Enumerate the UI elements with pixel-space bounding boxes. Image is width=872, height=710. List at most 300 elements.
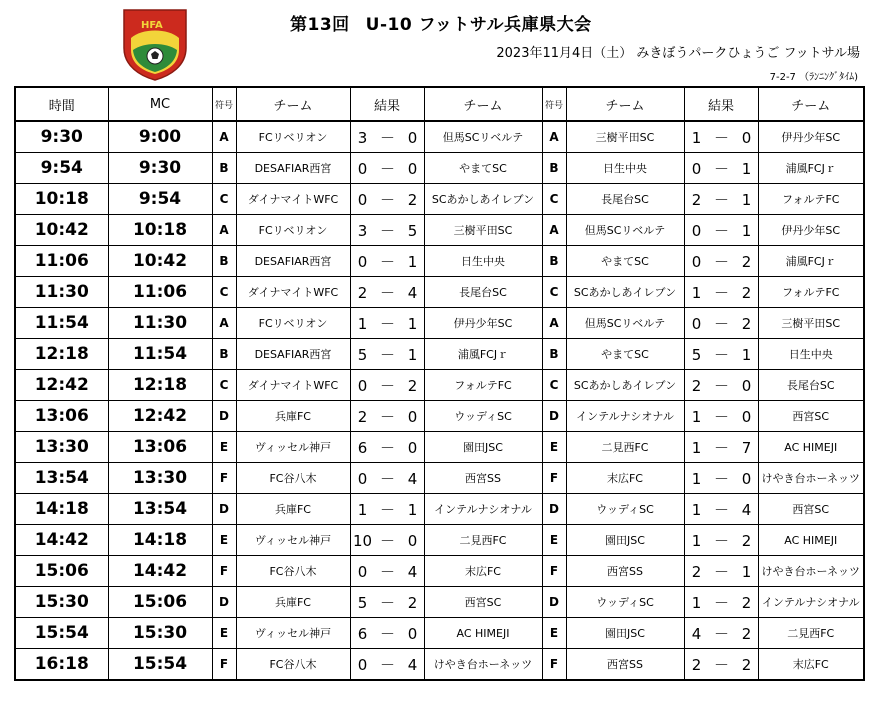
kickoff-time: 9:54 bbox=[15, 153, 108, 184]
score-away: 2 bbox=[741, 655, 752, 674]
svg-text:HFA: HFA bbox=[141, 20, 163, 31]
score-dash: － bbox=[379, 438, 395, 457]
mc-time: 9:00 bbox=[108, 121, 212, 153]
score-away: 1 bbox=[407, 500, 418, 519]
group-symbol: B bbox=[212, 339, 236, 370]
table-row bbox=[15, 618, 864, 649]
match-result bbox=[684, 246, 758, 277]
group-symbol: A bbox=[212, 121, 236, 153]
score-home: 2 bbox=[691, 562, 702, 581]
match-result bbox=[684, 525, 758, 556]
team-name: ヴィッセル神戸 bbox=[236, 432, 350, 463]
team-name: 西宮SC bbox=[424, 587, 542, 618]
group-symbol: A bbox=[542, 215, 566, 246]
table-row bbox=[15, 153, 864, 184]
group-symbol: A bbox=[212, 215, 236, 246]
team-name: AC HIMEJI bbox=[424, 618, 542, 649]
team-name: 三樹平田SC bbox=[566, 121, 684, 153]
team-name: ヴィッセル神戸 bbox=[236, 525, 350, 556]
table-row bbox=[15, 308, 864, 339]
score-dash: － bbox=[713, 562, 729, 581]
team-name: SCあかしあイレブン bbox=[566, 370, 684, 401]
table-row bbox=[15, 649, 864, 681]
score-home: 0 bbox=[357, 376, 368, 395]
mc-time: 11:06 bbox=[108, 277, 212, 308]
group-symbol: B bbox=[212, 153, 236, 184]
kickoff-time: 13:30 bbox=[15, 432, 108, 463]
match-result bbox=[350, 339, 424, 370]
team-name: 三樹平田SC bbox=[424, 215, 542, 246]
score-dash: － bbox=[713, 655, 729, 674]
score-away: 1 bbox=[741, 345, 752, 364]
score-home: 1 bbox=[691, 593, 702, 612]
score-home: 1 bbox=[691, 531, 702, 550]
score-away: 0 bbox=[407, 407, 418, 426]
group-symbol: E bbox=[212, 525, 236, 556]
mc-time: 14:42 bbox=[108, 556, 212, 587]
score-home: 0 bbox=[691, 314, 702, 333]
score-dash: － bbox=[379, 562, 395, 581]
team-name: けやき台ホーネッツ bbox=[758, 556, 864, 587]
kickoff-time: 12:42 bbox=[15, 370, 108, 401]
mc-time: 13:06 bbox=[108, 432, 212, 463]
team-name: 日生中央 bbox=[424, 246, 542, 277]
score-away: 1 bbox=[741, 190, 752, 209]
score-dash: － bbox=[713, 221, 729, 240]
score-dash: － bbox=[713, 407, 729, 426]
score-dash: － bbox=[379, 624, 395, 643]
match-result bbox=[350, 246, 424, 277]
group-symbol: C bbox=[212, 370, 236, 401]
team-name: FC谷八木 bbox=[236, 463, 350, 494]
score-dash: － bbox=[379, 190, 395, 209]
score-away: 0 bbox=[741, 128, 752, 147]
team-name: 長尾台SC bbox=[758, 370, 864, 401]
team-name: ダイナマイトWFC bbox=[236, 184, 350, 215]
team-name: 浦風FCJｒ bbox=[758, 246, 864, 277]
mc-time: 9:30 bbox=[108, 153, 212, 184]
hfa-logo bbox=[122, 8, 188, 82]
match-result bbox=[684, 649, 758, 681]
match-result bbox=[350, 370, 424, 401]
mc-time: 9:54 bbox=[108, 184, 212, 215]
team-name: DESAFIAR西宮 bbox=[236, 246, 350, 277]
mc-time: 14:18 bbox=[108, 525, 212, 556]
header-team: チーム bbox=[566, 87, 684, 121]
score-dash: － bbox=[713, 190, 729, 209]
group-symbol: F bbox=[212, 556, 236, 587]
header-team: チーム bbox=[758, 87, 864, 121]
team-name: FCリベリオン bbox=[236, 215, 350, 246]
score-home: 1 bbox=[691, 407, 702, 426]
score-dash: － bbox=[379, 252, 395, 271]
team-name: 但馬SCリベルテ bbox=[566, 215, 684, 246]
match-result bbox=[684, 432, 758, 463]
match-result bbox=[350, 401, 424, 432]
score-home: 3 bbox=[357, 128, 368, 147]
group-symbol: E bbox=[542, 525, 566, 556]
score-home: 2 bbox=[357, 283, 368, 302]
table-row bbox=[15, 339, 864, 370]
score-home: 0 bbox=[357, 655, 368, 674]
score-dash: － bbox=[713, 438, 729, 457]
team-name: フォルテFC bbox=[758, 277, 864, 308]
team-name: やまてSC bbox=[566, 339, 684, 370]
match-result bbox=[684, 184, 758, 215]
score-away: 1 bbox=[407, 314, 418, 333]
team-name: 西宮SS bbox=[566, 649, 684, 681]
mc-time: 10:18 bbox=[108, 215, 212, 246]
kickoff-time: 14:18 bbox=[15, 494, 108, 525]
team-name: 二見西FC bbox=[566, 432, 684, 463]
score-away: 1 bbox=[741, 562, 752, 581]
table-row bbox=[15, 121, 864, 153]
team-name: ウッディSC bbox=[566, 587, 684, 618]
team-name: SCあかしあイレブン bbox=[424, 184, 542, 215]
score-away: 1 bbox=[407, 252, 418, 271]
title-edition: 第13回 bbox=[290, 15, 350, 35]
team-name: 浦風FCJｒ bbox=[424, 339, 542, 370]
match-result bbox=[684, 587, 758, 618]
score-away: 2 bbox=[407, 593, 418, 612]
match-result bbox=[350, 121, 424, 153]
group-symbol: B bbox=[542, 246, 566, 277]
team-name: 西宮SS bbox=[424, 463, 542, 494]
header-symbol: 符号 bbox=[212, 87, 236, 121]
team-name: 日生中央 bbox=[566, 153, 684, 184]
score-home: 2 bbox=[357, 407, 368, 426]
kickoff-time: 11:54 bbox=[15, 308, 108, 339]
table-row bbox=[15, 556, 864, 587]
score-away: 0 bbox=[407, 531, 418, 550]
team-name: FC谷八木 bbox=[236, 649, 350, 681]
match-result bbox=[350, 494, 424, 525]
score-dash: － bbox=[713, 469, 729, 488]
score-away: 0 bbox=[741, 407, 752, 426]
group-symbol: C bbox=[542, 277, 566, 308]
team-name: やまてSC bbox=[566, 246, 684, 277]
score-dash: － bbox=[713, 345, 729, 364]
table-row bbox=[15, 463, 864, 494]
kickoff-time: 14:42 bbox=[15, 525, 108, 556]
group-symbol: F bbox=[212, 649, 236, 681]
score-away: 0 bbox=[407, 624, 418, 643]
match-result bbox=[350, 556, 424, 587]
group-symbol: F bbox=[542, 463, 566, 494]
score-dash: － bbox=[713, 128, 729, 147]
team-name: AC HIMEJI bbox=[758, 525, 864, 556]
team-name: 末広FC bbox=[566, 463, 684, 494]
kickoff-time: 11:30 bbox=[15, 277, 108, 308]
table-row bbox=[15, 525, 864, 556]
score-dash: － bbox=[713, 593, 729, 612]
match-result bbox=[684, 401, 758, 432]
score-away: 7 bbox=[741, 438, 752, 457]
score-away: 2 bbox=[407, 190, 418, 209]
team-name: 二見西FC bbox=[424, 525, 542, 556]
score-dash: － bbox=[379, 128, 395, 147]
group-symbol: A bbox=[542, 308, 566, 339]
mc-time: 15:54 bbox=[108, 649, 212, 681]
score-dash: － bbox=[379, 376, 395, 395]
team-name: フォルテFC bbox=[424, 370, 542, 401]
score-home: 1 bbox=[691, 128, 702, 147]
group-symbol: B bbox=[542, 153, 566, 184]
score-away: 4 bbox=[407, 655, 418, 674]
mc-time: 12:18 bbox=[108, 370, 212, 401]
table-row bbox=[15, 246, 864, 277]
score-home: 1 bbox=[357, 314, 368, 333]
score-home: 1 bbox=[691, 283, 702, 302]
event-date-venue: 2023年11月4日（土） みきぼうパークひょうご フットサル場 bbox=[496, 46, 860, 61]
match-result bbox=[350, 277, 424, 308]
header-symbol: 符号 bbox=[542, 87, 566, 121]
team-name: 園田JSC bbox=[566, 618, 684, 649]
score-home: 4 bbox=[691, 624, 702, 643]
team-name: FC谷八木 bbox=[236, 556, 350, 587]
team-name: フォルテFC bbox=[758, 184, 864, 215]
score-away: 0 bbox=[407, 438, 418, 457]
match-result bbox=[350, 308, 424, 339]
team-name: DESAFIAR西宮 bbox=[236, 153, 350, 184]
match-result bbox=[350, 184, 424, 215]
team-name: 日生中央 bbox=[758, 339, 864, 370]
team-name: 二見西FC bbox=[758, 618, 864, 649]
team-name: DESAFIAR西宮 bbox=[236, 339, 350, 370]
score-home: 0 bbox=[357, 190, 368, 209]
match-result bbox=[684, 463, 758, 494]
match-result bbox=[350, 463, 424, 494]
score-home: 2 bbox=[691, 376, 702, 395]
group-symbol: B bbox=[542, 339, 566, 370]
score-away: 1 bbox=[741, 221, 752, 240]
score-dash: － bbox=[379, 407, 395, 426]
score-away: 2 bbox=[741, 314, 752, 333]
score-away: 4 bbox=[741, 500, 752, 519]
header-team: チーム bbox=[236, 87, 350, 121]
match-result bbox=[684, 370, 758, 401]
score-away: 2 bbox=[741, 624, 752, 643]
match-result bbox=[684, 121, 758, 153]
score-dash: － bbox=[713, 314, 729, 333]
score-dash: － bbox=[379, 655, 395, 674]
mc-time: 15:06 bbox=[108, 587, 212, 618]
team-name: 長尾台SC bbox=[424, 277, 542, 308]
team-name: 兵庫FC bbox=[236, 587, 350, 618]
group-symbol: F bbox=[542, 556, 566, 587]
score-dash: － bbox=[713, 252, 729, 271]
score-away: 4 bbox=[407, 283, 418, 302]
match-result bbox=[350, 618, 424, 649]
table-row bbox=[15, 401, 864, 432]
score-home: 10 bbox=[352, 531, 373, 550]
score-away: 5 bbox=[407, 221, 418, 240]
team-name: FCリベリオン bbox=[236, 308, 350, 339]
team-name: 伊丹少年SC bbox=[758, 121, 864, 153]
match-result bbox=[350, 649, 424, 681]
score-dash: － bbox=[713, 283, 729, 302]
group-symbol: C bbox=[212, 184, 236, 215]
team-name: ダイナマイトWFC bbox=[236, 370, 350, 401]
team-name: けやき台ホーネッツ bbox=[758, 463, 864, 494]
team-name: 末広FC bbox=[424, 556, 542, 587]
group-symbol: D bbox=[212, 401, 236, 432]
group-symbol: E bbox=[212, 432, 236, 463]
table-row bbox=[15, 277, 864, 308]
kickoff-time: 13:06 bbox=[15, 401, 108, 432]
team-name: 西宮SC bbox=[758, 494, 864, 525]
match-result bbox=[350, 432, 424, 463]
match-format-note: 7-2-7 （ﾗﾝﾆﾝｸﾞﾀｲﾑ) bbox=[769, 72, 858, 83]
team-name: ヴィッセル神戸 bbox=[236, 618, 350, 649]
group-symbol: A bbox=[212, 308, 236, 339]
score-dash: － bbox=[379, 593, 395, 612]
mc-time: 13:30 bbox=[108, 463, 212, 494]
page-title bbox=[290, 10, 592, 35]
mc-time: 12:42 bbox=[108, 401, 212, 432]
match-result bbox=[684, 277, 758, 308]
group-symbol: D bbox=[542, 401, 566, 432]
mc-time: 11:54 bbox=[108, 339, 212, 370]
score-dash: － bbox=[379, 159, 395, 178]
kickoff-time: 12:18 bbox=[15, 339, 108, 370]
kickoff-time: 15:54 bbox=[15, 618, 108, 649]
team-name: ダイナマイトWFC bbox=[236, 277, 350, 308]
mc-time: 10:42 bbox=[108, 246, 212, 277]
score-home: 6 bbox=[357, 624, 368, 643]
score-away: 2 bbox=[741, 593, 752, 612]
kickoff-time: 16:18 bbox=[15, 649, 108, 681]
table-row bbox=[15, 215, 864, 246]
schedule-table bbox=[14, 86, 865, 681]
table-header-row bbox=[15, 87, 864, 121]
score-home: 0 bbox=[357, 159, 368, 178]
schedule-body bbox=[15, 121, 864, 680]
team-name: インテルナシオナル bbox=[758, 587, 864, 618]
score-home: 5 bbox=[691, 345, 702, 364]
score-dash: － bbox=[379, 314, 395, 333]
score-home: 0 bbox=[357, 469, 368, 488]
score-dash: － bbox=[379, 500, 395, 519]
kickoff-time: 13:54 bbox=[15, 463, 108, 494]
table-row bbox=[15, 494, 864, 525]
header-result: 結果 bbox=[684, 87, 758, 121]
team-name: 西宮SS bbox=[566, 556, 684, 587]
table-row bbox=[15, 184, 864, 215]
team-name: 伊丹少年SC bbox=[758, 215, 864, 246]
score-away: 1 bbox=[741, 159, 752, 178]
header-time: 時間 bbox=[15, 87, 108, 121]
group-symbol: F bbox=[542, 649, 566, 681]
team-name: インテルナシオナル bbox=[566, 401, 684, 432]
score-home: 3 bbox=[357, 221, 368, 240]
score-dash: － bbox=[713, 376, 729, 395]
score-dash: － bbox=[379, 469, 395, 488]
team-name: 兵庫FC bbox=[236, 494, 350, 525]
team-name: 伊丹少年SC bbox=[424, 308, 542, 339]
table-row bbox=[15, 370, 864, 401]
score-home: 1 bbox=[691, 438, 702, 457]
team-name: 三樹平田SC bbox=[758, 308, 864, 339]
group-symbol: A bbox=[542, 121, 566, 153]
table-row bbox=[15, 587, 864, 618]
score-away: 4 bbox=[407, 562, 418, 581]
score-away: 2 bbox=[407, 376, 418, 395]
team-name: 園田JSC bbox=[566, 525, 684, 556]
score-away: 0 bbox=[741, 469, 752, 488]
match-result bbox=[350, 587, 424, 618]
score-away: 4 bbox=[407, 469, 418, 488]
team-name: けやき台ホーネッツ bbox=[424, 649, 542, 681]
team-name: やまてSC bbox=[424, 153, 542, 184]
score-away: 0 bbox=[407, 159, 418, 178]
score-dash: － bbox=[713, 500, 729, 519]
table-row bbox=[15, 432, 864, 463]
team-name: 西宮SC bbox=[758, 401, 864, 432]
score-home: 0 bbox=[691, 159, 702, 178]
score-away: 0 bbox=[741, 376, 752, 395]
score-home: 0 bbox=[691, 252, 702, 271]
kickoff-time: 15:30 bbox=[15, 587, 108, 618]
header-mc: MC bbox=[108, 87, 212, 121]
mc-time: 11:30 bbox=[108, 308, 212, 339]
match-result bbox=[684, 556, 758, 587]
score-dash: － bbox=[713, 624, 729, 643]
score-home: 1 bbox=[691, 469, 702, 488]
score-home: 0 bbox=[691, 221, 702, 240]
match-result bbox=[684, 308, 758, 339]
score-away: 0 bbox=[407, 128, 418, 147]
match-result bbox=[684, 215, 758, 246]
group-symbol: C bbox=[542, 184, 566, 215]
mc-time: 13:54 bbox=[108, 494, 212, 525]
group-symbol: E bbox=[542, 432, 566, 463]
kickoff-time: 10:42 bbox=[15, 215, 108, 246]
score-home: 2 bbox=[691, 655, 702, 674]
header-result: 結果 bbox=[350, 87, 424, 121]
kickoff-time: 11:06 bbox=[15, 246, 108, 277]
group-symbol: D bbox=[212, 494, 236, 525]
match-result bbox=[350, 153, 424, 184]
kickoff-time: 10:18 bbox=[15, 184, 108, 215]
team-name: 末広FC bbox=[758, 649, 864, 681]
group-symbol: B bbox=[212, 246, 236, 277]
score-away: 1 bbox=[407, 345, 418, 364]
score-dash: － bbox=[713, 531, 729, 550]
team-name: ウッディSC bbox=[424, 401, 542, 432]
score-away: 2 bbox=[741, 283, 752, 302]
kickoff-time: 9:30 bbox=[15, 121, 108, 153]
match-result bbox=[684, 494, 758, 525]
team-name: AC HIMEJI bbox=[758, 432, 864, 463]
group-symbol: D bbox=[212, 587, 236, 618]
team-name: SCあかしあイレブン bbox=[566, 277, 684, 308]
title-event: U-10 フットサル兵庫県大会 bbox=[365, 15, 592, 35]
score-dash: － bbox=[379, 283, 395, 302]
score-home: 0 bbox=[357, 562, 368, 581]
score-home: 6 bbox=[357, 438, 368, 457]
score-home: 1 bbox=[357, 500, 368, 519]
score-home: 2 bbox=[691, 190, 702, 209]
match-result bbox=[684, 618, 758, 649]
team-name: ウッディSC bbox=[566, 494, 684, 525]
team-name: インテルナシオナル bbox=[424, 494, 542, 525]
group-symbol: C bbox=[542, 370, 566, 401]
group-symbol: D bbox=[542, 587, 566, 618]
team-name: 但馬SCリベルテ bbox=[566, 308, 684, 339]
group-symbol: E bbox=[212, 618, 236, 649]
score-home: 5 bbox=[357, 593, 368, 612]
